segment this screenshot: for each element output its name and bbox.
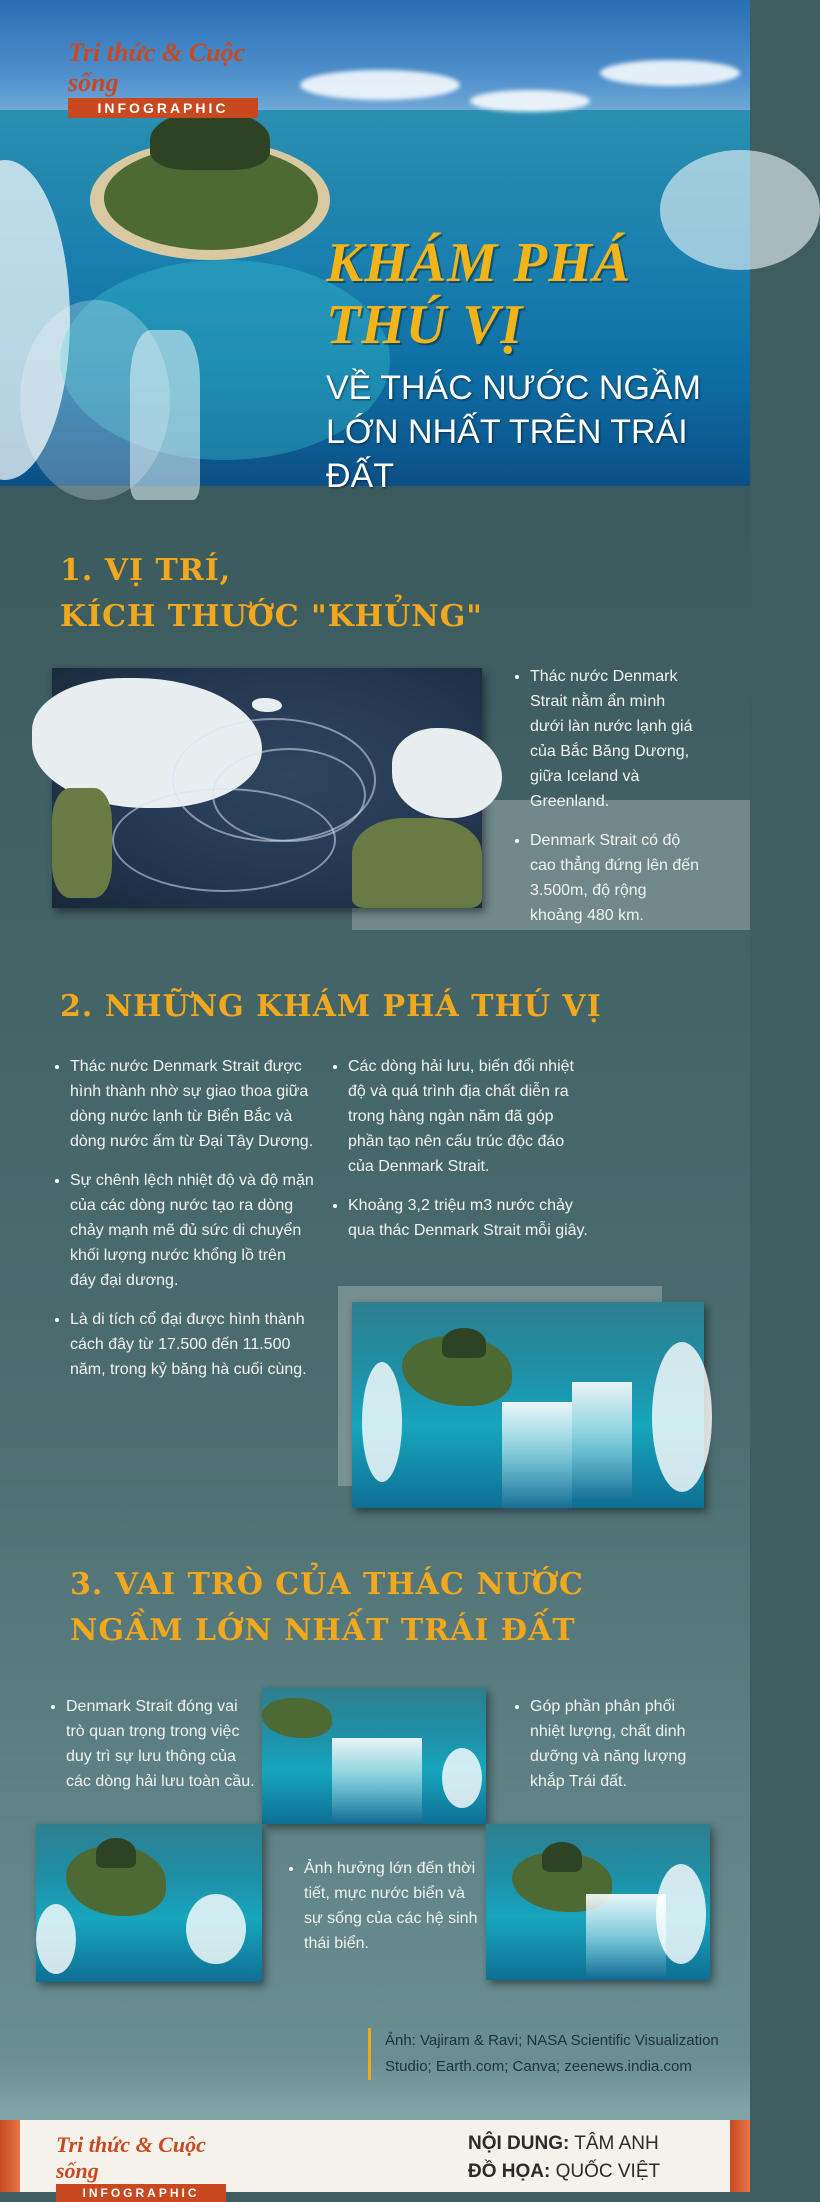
section3-bullet: • Ảnh hưởng lớn đến thời tiết, mực nước biển và sự sống của các hệ sinh thái biển. (304, 1856, 486, 1956)
brand-tag: INFOGRAPHIC (68, 98, 258, 118)
hero-title (326, 232, 746, 498)
section2-bullet: • Khoảng 3,2 triệu m3 nước chảy qua thác Denmark Strait mỗi giây. (348, 1193, 590, 1243)
footer-right-bar (730, 2120, 750, 2192)
section2-bullet: • Thác nước Denmark Strait được hình thành nhờ sự giao thoa giữa dòng nước lạnh từ Biển Bắc và dòng nước ấm từ Đại Tây Dương. (70, 1054, 316, 1154)
footer (0, 2120, 750, 2200)
footer-brand-name: Tri thức & Cuộc sống (56, 2132, 206, 2183)
section3-image-2 (36, 1824, 262, 1982)
section2-bullet: • Là di tích cổ đại được hình thành cách đây từ 17.500 đến 11.500 năm, trong kỷ băng hà cuối cùng. (70, 1307, 316, 1382)
footer-credits (468, 2130, 660, 2186)
content-label: NỘI DUNG: (468, 2133, 570, 2154)
hero-title-line1: KHÁM PHÁ (326, 232, 632, 294)
section2-left-bullets (52, 1054, 316, 1396)
hero-subtitle-line1: VỀ THÁC NƯỚC NGẦM (326, 369, 701, 407)
section3-bullet-a (48, 1694, 258, 1808)
footer-brand-logo (56, 2132, 226, 2202)
section3-heading-line2: NGẦM LỚN NHẤT TRÁI ĐẤT (70, 1613, 576, 1648)
section2-right-bullets (330, 1054, 590, 1257)
section2-bullet: • Sự chênh lệch nhiệt độ và độ mặn của các dòng nước tạo ra dòng chảy mạnh mẽ đủ sức di chuyển khối lượng nước khổng lồ trên đáy đại dương. (70, 1168, 316, 1293)
section1-heading-line1: 1. VỊ TRÍ, (60, 553, 232, 588)
design-value: QUỐC VIỆT (555, 2161, 661, 2182)
section2-heading: 2. NHỮNG KHÁM PHÁ THÚ VỊ (60, 989, 602, 1024)
section3-image-1 (262, 1688, 486, 1824)
hero-title-line2: THÚ VỊ (326, 294, 524, 356)
section3-bullet-c (286, 1856, 486, 1970)
footer-brand-tag: INFOGRAPHIC (56, 2184, 226, 2202)
brand-name: Tri thức & Cuộc sống (68, 38, 246, 97)
section3-bullet: • Góp phần phân phối nhiệt lượng, chất dinh dưỡng và năng lượng khắp Trái đất. (530, 1694, 702, 1794)
footer-left-bar (0, 2120, 20, 2192)
hero-banner (0, 0, 750, 495)
design-label: ĐỒ HỌA: (468, 2161, 551, 2182)
photo-credit: Ảnh: Vajiram & Ravi; NASA Scientific Visualization Studio; Earth.com; Canva; zeenews.india.com (368, 2028, 745, 2080)
section3-heading (70, 1562, 584, 1654)
section3-image-3 (486, 1824, 710, 1980)
underwater-waterfall-image (352, 1302, 704, 1508)
greenland-map-image (52, 668, 482, 908)
section1-heading (60, 548, 483, 640)
section1-bullet: • Thác nước Denmark Strait nằm ẩn mình dưới làn nước lạnh giá của Bắc Băng Dương, giữa Iceland và Greenland. (530, 664, 702, 814)
section1-heading-line2: KÍCH THƯỚC "KHỦNG" (60, 599, 483, 634)
section3-bullet: • Denmark Strait đóng vai trò quan trọng trong việc duy trì sự lưu thông của các dòng hải lưu toàn cầu. (66, 1694, 258, 1794)
section2-bullet: • Các dòng hải lưu, biến đổi nhiệt độ và quá trình địa chất diễn ra trong hàng ngàn năm đã góp phần tạo nên cấu trúc độc đáo của Denmark Strait. (348, 1054, 590, 1179)
brand-logo (68, 38, 258, 118)
section3-heading-line1: 3. VAI TRÒ CỦA THÁC NƯỚC (70, 1567, 584, 1602)
hero-subtitle-line2: LỚN NHẤT TRÊN TRÁI ĐẤT (326, 413, 688, 495)
section3-bullet-b (512, 1694, 702, 1808)
section1-bullet: • Denmark Strait có độ cao thẳng đứng lên đến 3.500m, độ rộng khoảng 480 km. (530, 828, 702, 928)
content-value: TÂM ANH (574, 2133, 659, 2154)
section1-bullets (512, 664, 702, 942)
